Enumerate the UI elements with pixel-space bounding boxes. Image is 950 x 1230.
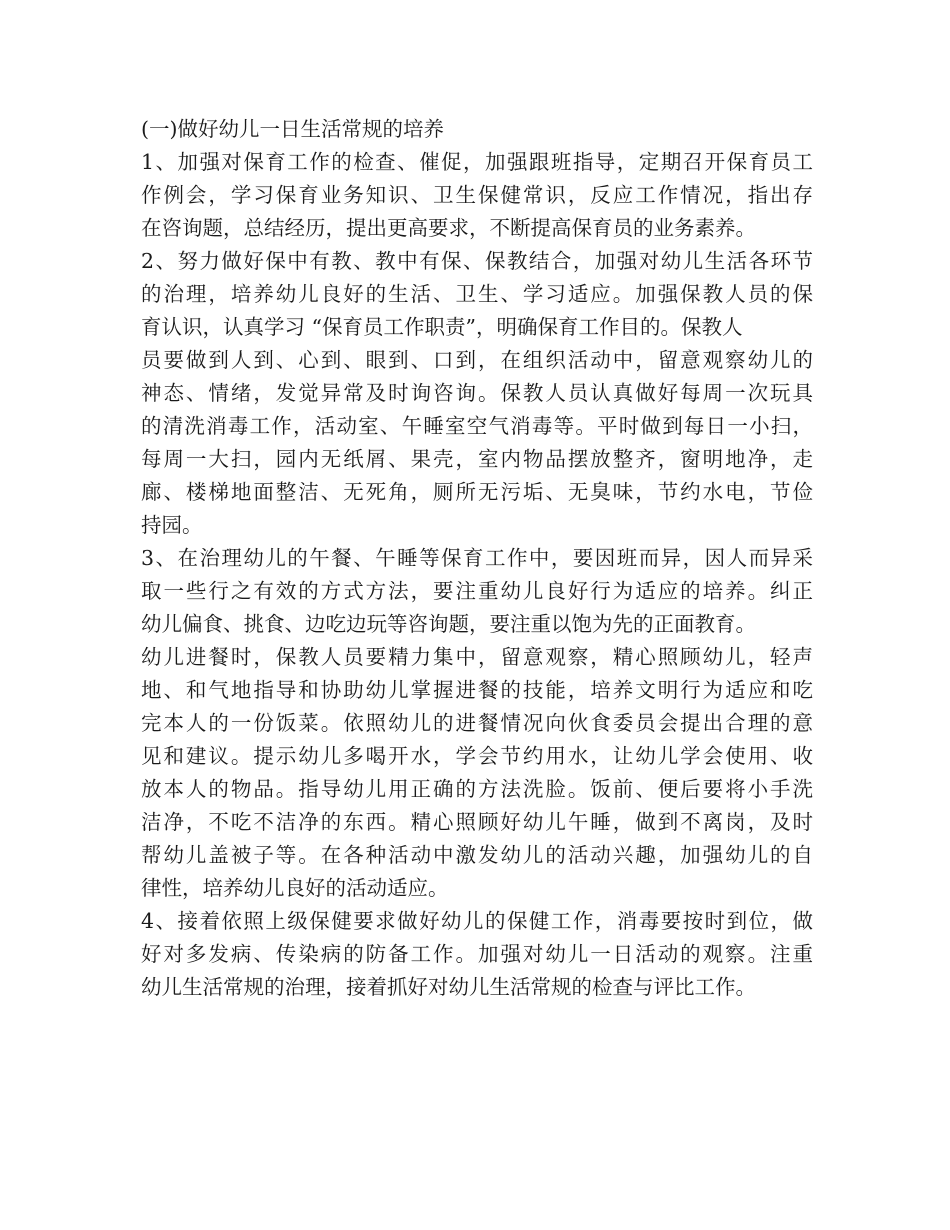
text-line: 见和建议。提示幼儿多喝开水，学会节约用水，让幼儿学会使用、收 bbox=[141, 744, 813, 768]
text-line: 幼儿偏食、挑食、边吃边玩等咨询题，要注重以饱为先的正面教育。 bbox=[141, 612, 756, 636]
text-line: 持园。 bbox=[141, 513, 203, 537]
paragraph-3 bbox=[141, 542, 813, 905]
text-line: 洁净，不吃不洁净的东西。精心照顾好幼儿午睡，做到不离岗，及时 bbox=[141, 810, 813, 834]
text-line: 员要做到人到、心到、眼到、口到，在组织活动中，留意观察幼儿的 bbox=[141, 348, 813, 372]
text-line: 3、在治理幼儿的午餐、午睡等保育工作中，要因班而异，因人而异采 bbox=[141, 546, 813, 570]
text-line: 廊、楼梯地面整洁、无死角，厕所无污垢、无臭味，节约水电，节俭 bbox=[141, 480, 813, 504]
text-line: 律性，培养幼儿良好的活动适应。 bbox=[141, 876, 449, 900]
text-line: 育认识，认真学习 “保育员工作职责”，明确保育工作目的。保教人 bbox=[141, 315, 743, 339]
text-line: 4、接着依照上级保健要求做好幼儿的保健工作，消毒要按时到位，做 bbox=[141, 909, 813, 933]
paragraph-4 bbox=[141, 905, 813, 1004]
section-heading: (一)做好幼儿一日生活常规的培养 bbox=[141, 117, 444, 141]
text-line: 作例会，学习保育业务知识、卫生保健常识，反应工作情况，指出存 bbox=[141, 183, 813, 207]
text-line: 完本人的一份饭菜。依照幼儿的进餐情况向伙食委员会提出合理的意 bbox=[141, 711, 813, 735]
text-line: 取一些行之有效的方式方法，要注重幼儿良好行为适应的培养。纠正 bbox=[141, 579, 813, 603]
text-line: 幼儿生活常规的治理，接着抓好对幼儿生活常规的检查与评比工作。 bbox=[141, 975, 756, 999]
text-line: 在咨询题，总结经历，提出更高要求，不断提高保育员的业务素养。 bbox=[141, 216, 756, 240]
paragraph-1 bbox=[141, 146, 813, 245]
document-body bbox=[141, 113, 813, 1004]
text-line: 1、加强对保育工作的检查、催促，加强跟班指导，定期召开保育员工 bbox=[141, 150, 813, 174]
text-line: 神态、情绪，发觉异常及时询咨询。保教人员认真做好每周一次玩具 bbox=[141, 381, 813, 405]
text-line: 的清洗消毒工作，活动室、午睡室空气消毒等。平时做到每日一小扫， bbox=[141, 414, 813, 438]
paragraph-2 bbox=[141, 245, 813, 542]
text-line: 帮幼儿盖被子等。在各种活动中激发幼儿的活动兴趣，加强幼儿的自 bbox=[141, 843, 813, 867]
text-line: 2、努力做好保中有教、教中有保、保教结合，加强对幼儿生活各环节 bbox=[141, 249, 813, 273]
text-line: 的治理，培养幼儿良好的生活、卫生、学习适应。加强保教人员的保 bbox=[141, 282, 813, 306]
text-line: 幼儿进餐时，保教人员要精力集中，留意观察，精心照顾幼儿，轻声 bbox=[141, 645, 813, 669]
text-line: 每周一大扫，园内无纸屑、果壳，室内物品摆放整齐，窗明地净，走 bbox=[141, 447, 813, 471]
text-line: 地、和气地指导和协助幼儿掌握进餐的技能，培养文明行为适应和吃 bbox=[141, 678, 813, 702]
text-line: 好对多发病、传染病的防备工作。加强对幼儿一日活动的观察。注重 bbox=[141, 942, 813, 966]
text-line: 放本人的物品。指导幼儿用正确的方法洗脸。饭前、便后要将小手洗 bbox=[141, 777, 813, 801]
